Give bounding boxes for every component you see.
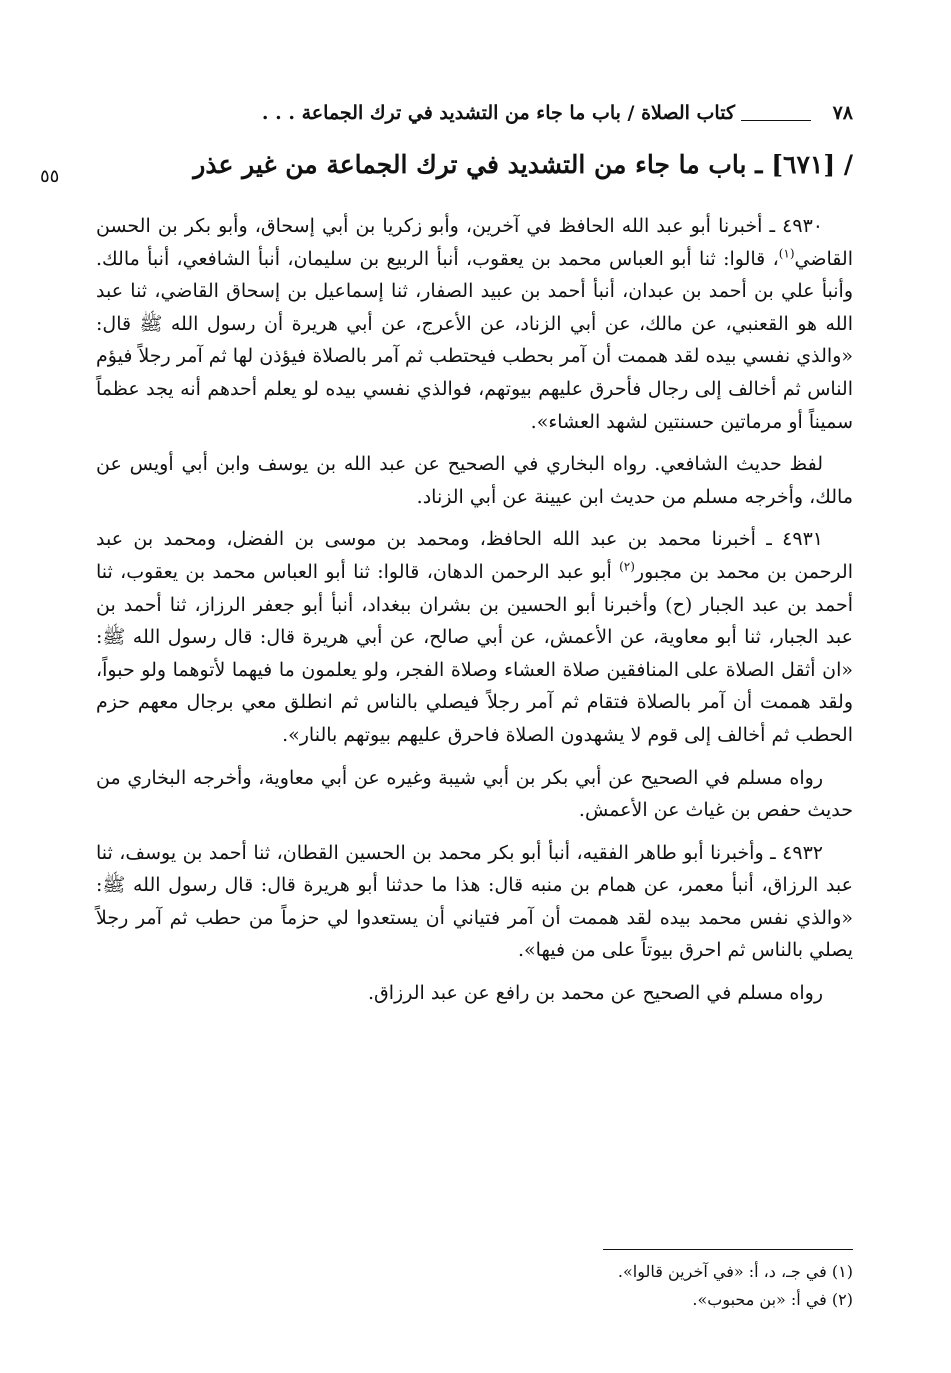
footnote-marker[interactable]: (١) (778, 246, 795, 261)
paragraph-text: ٤٩٣٢ ـ وأخبرنا أبو طاهر الفقيه، أنبأ أبو بكر محمد بن الحسين القطان، ثنا أحمد بن يوسف، ثنا عبد الرزاق، أنبأ معمر، عن همام بن منبه قال: هذا ما حدثنا أبو هريرة قال: قال رسول الله ﷺ: «والذي نفس محمد بيده لقد هممت أن آمر فتياني أن يستعدوا لي حزماً من حطب ثم آمر رجلاً يصلي بالناس ثم احرق بيوتاً على من فيها». (96, 841, 853, 962)
footnote-2: (٢) في أ: «بن محبوب». (692, 1290, 853, 1309)
paragraph-text: ٤٩٣١ ـ أخبرنا محمد بن عبد الله الحافظ، ومحمد بن موسى بن الفضل، ومحمد بن عبد الرحمن بن محمد بن مجبور (96, 528, 853, 583)
margin-page-number: ٥٥ (40, 166, 60, 187)
page-number: ٧٨ (832, 102, 853, 124)
footnote-separator (603, 1249, 853, 1250)
paragraph-text: لفظ حديث الشافعي. رواه البخاري في الصحيح عن عبد الله بن يوسف وابن أبي أويس عن مالك، وأخرجه مسلم من حديث ابن عيينة عن أبي الزناد. (96, 453, 853, 508)
hadith-paragraph (96, 837, 853, 967)
commentary-paragraph (96, 448, 853, 513)
chapter-title: / [٦٧١] ـ باب ما جاء من التشديد في ترك الجماعة من غير عذر (193, 150, 853, 179)
hadith-paragraph (96, 523, 853, 751)
paragraph-text: رواه مسلم في الصحيح عن محمد بن رافع عن عبد الرزاق. (368, 982, 823, 1005)
running-header (96, 98, 853, 134)
hadith-paragraph (96, 210, 853, 438)
footnotes (96, 1258, 853, 1314)
header-rule (741, 120, 811, 121)
paragraph-text: ٤٩٣٠ ـ أخبرنا أبو عبد الله الحافظ في آخرين، وأبو زكريا بن أبي إسحاق، وأبو بكر بن الحسن القاضي (96, 215, 853, 270)
paragraph-text: رواه مسلم في الصحيح عن أبي بكر بن أبي شيبة وغيره عن أبي معاوية، وأخرجه البخاري من حديث حفص بن غياث عن الأعمش. (96, 766, 853, 822)
paragraph-text: أبو عبد الرحمن الدهان، قالوا: ثنا أبو العباس محمد بن يعقوب، ثنا أحمد بن عبد الجبار (ح) وأخبرنا أبو الحسين بن بشران ببغداد، أنبأ أبو جعفر الرزاز، ثنا أحمد بن عبد الجبار، ثنا أبو معاوية، عن الأعمش، عن أبي صالح، عن أبي هريرة قال: قال رسول الله ﷺ: «ان أثقل الصلاة على المنافقين صلاة العشاء وصلاة الفجر، ولو يعلمون ما فيهما لأتوهما ولو حبواً، ولقد هممت أن آمر بالصلاة فتقام ثم آمر رجلاً فيصلي بالناس ثم انطلق معي برجال معهم حزم الحطب ثم أخالف إلى قوم لا يشهدون الصلاة فاحرق عليهم بيوتهم بالنار». (96, 560, 853, 746)
footnote-marker[interactable]: (٢) (619, 559, 635, 574)
footnote-1: (١) في جـ، د، أ: «في آخرين قالوا». (617, 1262, 853, 1281)
commentary-paragraph (96, 762, 853, 827)
paragraph-text: ، قالوا: ثنا أبو العباس محمد بن يعقوب، أنبأ الربيع بن سليمان، أنبأ الشافعي، أنبأ مالك. وأنبأ علي بن أحمد بن عبدان، أنبأ أحمد بن عبيد الصفار، ثنا إسماعيل بن إسحاق القاضي، ثنا عبد الله هو القعنبي، عن مالك، عن أبي الزناد، عن الأعرج، عن أبي هريرة أن رسول الله ﷺ قال: «والذي نفسي بيده لقد هممت أن آمر بحطب فيحتطب ثم آمر بالصلاة فيؤذن لها ثم آمر رجلاً فيؤم الناس ثم أخالف إلى رجال فأحرق عليهم بيوتهم، فوالذي نفسي بيده لو يعلم أحدهم أنه يجد عظماً سميناً أو مرماتين حسنتين لشهد العشاء». (96, 247, 853, 433)
body-text (96, 210, 853, 1020)
running-header-title: كتاب الصلاة / باب ما جاء من التشديد في ترك الجماعة . . . (261, 102, 735, 124)
commentary-paragraph (96, 977, 853, 1010)
chapter-heading (40, 150, 853, 194)
